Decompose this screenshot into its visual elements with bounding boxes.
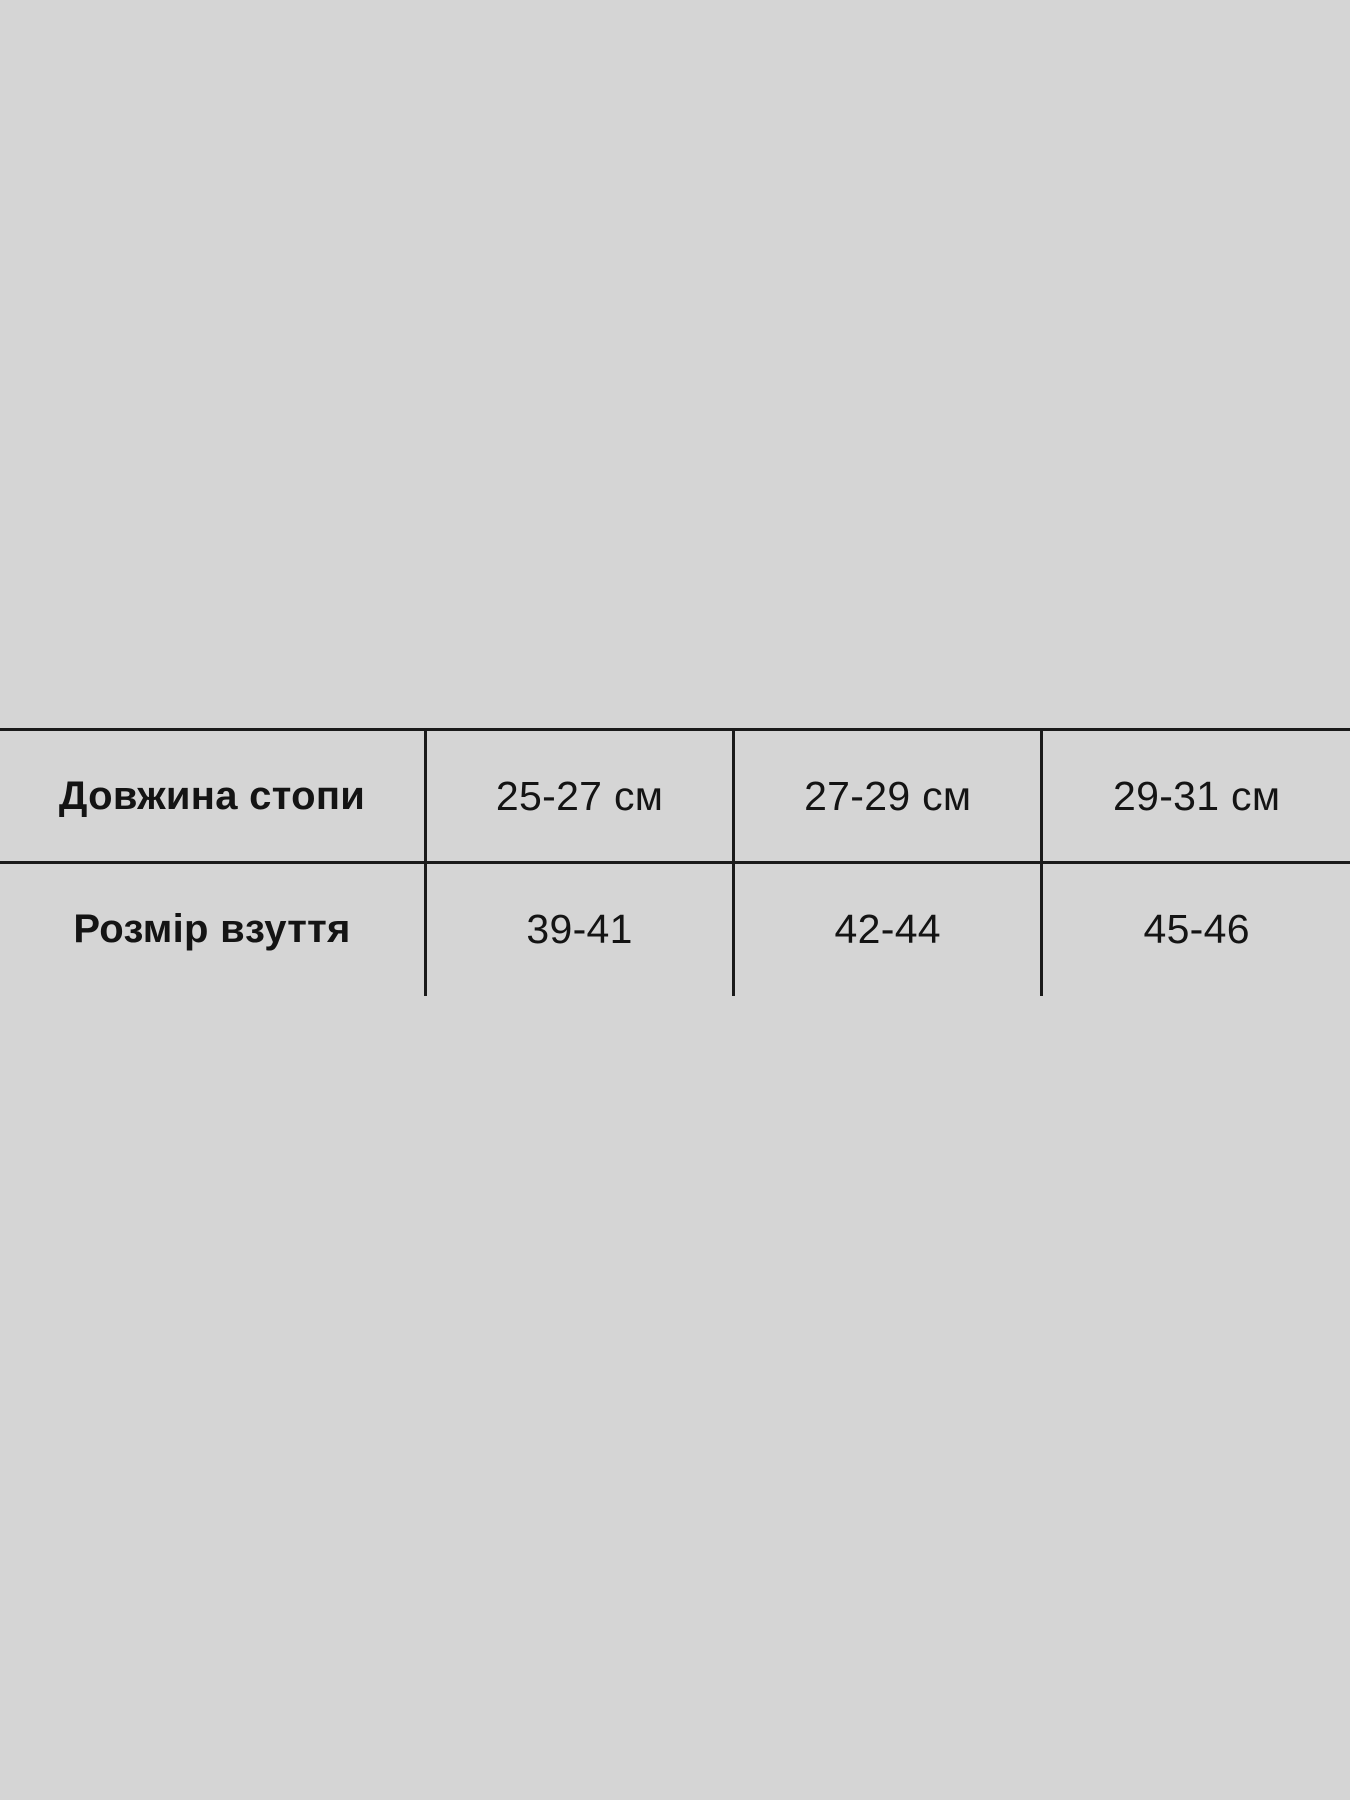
shoe-size-value-1: 39-41 [426,863,734,996]
table-row [0,730,1350,863]
foot-length-value-2: 27-29 см [734,730,1042,863]
row-label-shoe-size: Розмір взуття [73,907,351,952]
foot-length-value-1: 25-27 см [426,730,734,863]
table-row [0,863,1350,996]
shoe-size-value-3: 45-46 [1042,863,1350,996]
shoe-size-table [0,728,1350,996]
foot-length-value-3: 29-31 см [1042,730,1350,863]
row-label-foot-length: Довжина стопи [0,730,426,863]
shoe-size-value-2: 42-44 [734,863,1042,996]
